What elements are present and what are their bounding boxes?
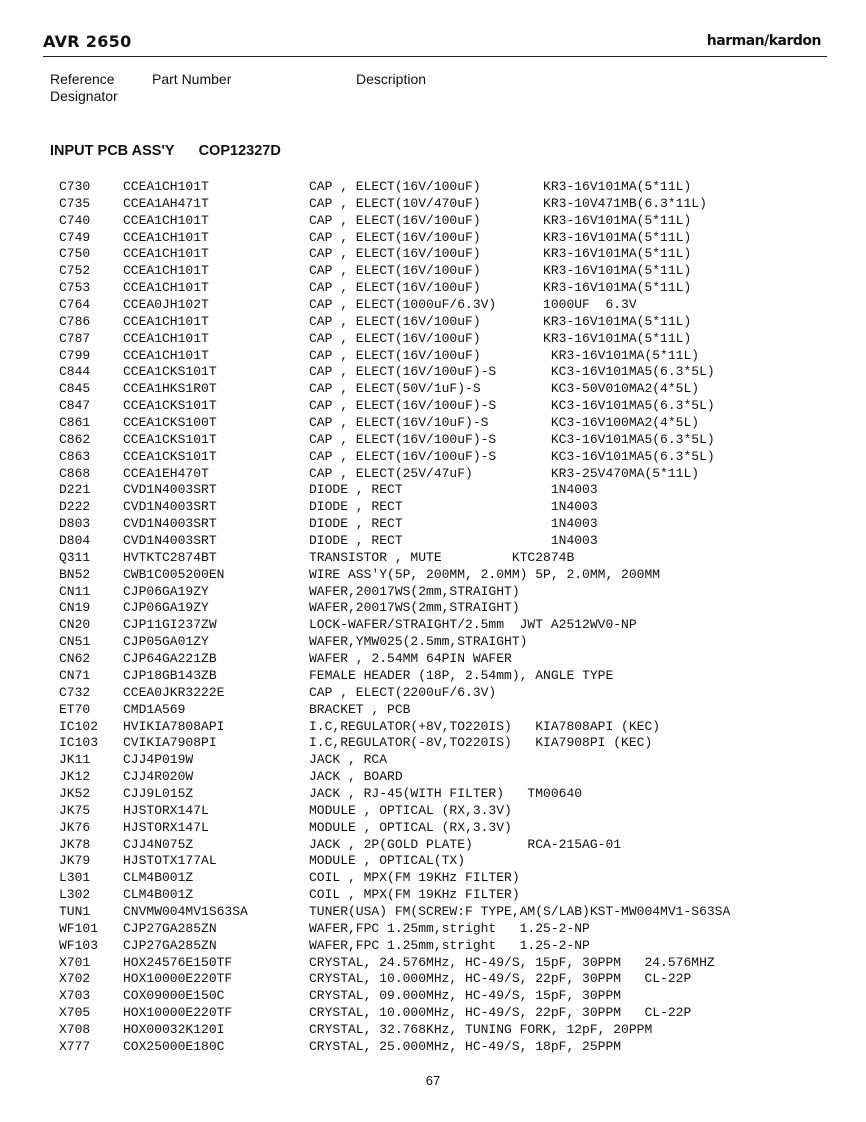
ref-designator: D803 [59,516,91,532]
description: CAP , ELECT(1000uF/6.3V) 1000UF 6.3V [309,297,637,313]
part-number: CVIKIA7908PI [123,735,217,751]
part-number: CLM4B001Z [123,887,194,903]
part-number: CCEA1AH471T [123,195,209,211]
part-number: CVD1N4003SRT [123,533,217,549]
ref-designator: CN51 [59,634,91,650]
part-number: CCEA1CH101T [123,313,209,329]
ref-designator: X777 [59,1038,91,1054]
description: CAP , ELECT(16V/100uF) KR3-16V101MA(5*11L) [309,313,692,329]
description: CAP , ELECT(2200uF/6.3V) [309,684,497,700]
table-row [0,364,866,381]
table-row [0,482,866,499]
ref-designator: Q311 [59,549,91,565]
table-row [0,853,866,870]
description: WAFER,20017WS(2mm,STRAIGHT) [309,583,520,599]
part-number: CCEA1HKS1R0T [123,381,217,397]
ref-designator: IC102 [59,718,99,734]
table-row [0,803,866,820]
ref-designator: JK78 [59,836,91,852]
description: CAP , ELECT(10V/470uF) KR3-10V471MB(6.3*11L) [309,195,707,211]
ref-designator: JK75 [59,802,91,818]
description: CAP , ELECT(16V/100uF) KR3-16V101MA(5*11L) [309,229,692,245]
section-title [50,143,281,159]
ref-designator: C750 [59,246,91,262]
table-row [0,179,866,196]
description: CAP , ELECT(16V/100uF) KR3-16V101MA(5*11L) [309,212,692,228]
part-number: CWB1C005200EN [123,566,225,582]
table-row [0,634,866,651]
part-number: CCEA0JH102T [123,297,209,313]
ref-designator: BN52 [59,566,91,582]
description: CRYSTAL, 32.768KHz, TUNING FORK, 12pF, 20PPM [309,1021,653,1037]
table-row [0,837,866,854]
description: CRYSTAL, 09.000MHz, HC-49/S, 15pF, 30PPM [309,988,622,1004]
table-row [0,685,866,702]
ref-designator: C844 [59,364,91,380]
part-number: CVD1N4003SRT [123,499,217,515]
table-row [0,516,866,533]
table-row [0,297,866,314]
description: CAP , ELECT(16V/100uF)-S KC3-16V101MA5(6.3*5L) [309,364,715,380]
description: CAP , ELECT(16V/100uF) KR3-16V101MA(5*11L) [309,330,692,346]
model-name: AVR 2650 [43,32,132,51]
table-row [0,752,866,769]
reference-designator-heading [50,71,118,105]
part-number: CCEA1EH470T [123,465,209,481]
table-row [0,246,866,263]
part-number: CNVMW004MV1S63SA [123,903,248,919]
part-number: CLM4B001Z [123,870,194,886]
part-number: CCEA1CH101T [123,246,209,262]
ref-designator: C868 [59,465,91,481]
ref-designator: C786 [59,313,91,329]
description: I.C,REGULATOR(+8V,TO220IS) KIA7808API (KEC) [309,718,661,734]
part-number: CCEA1CH101T [123,179,209,194]
table-row [0,398,866,415]
part-number: CJP06GA19ZY [123,583,209,599]
page-number: 67 [425,1073,441,1088]
page-header [43,30,827,57]
ref-designator: C799 [59,347,91,363]
ref-designator: WF103 [59,937,99,953]
table-row [0,196,866,213]
ref-designator: CN11 [59,583,91,599]
description: WAFER , 2.54MM 64PIN WAFER [309,651,512,667]
table-row [0,769,866,786]
part-number: CJP18GB143ZB [123,667,217,683]
part-number: HVIKIA7808API [123,718,225,734]
description: I.C,REGULATOR(-8V,TO220IS) KIA7908PI (KEC) [309,735,653,751]
ref-designator: CN71 [59,667,91,683]
ref-designator: JK11 [59,752,91,768]
ref-designator: C735 [59,195,91,211]
ref-designator: C845 [59,381,91,397]
table-row [0,1039,866,1056]
table-row [0,567,866,584]
part-number: CCEA1CKS101T [123,431,217,447]
table-row [0,668,866,685]
part-number: CCEA1CH101T [123,229,209,245]
description: DIODE , RECT 1N4003 [309,516,598,532]
table-row [0,314,866,331]
description: MODULE , OPTICAL(TX) [309,853,466,869]
brand-name: harman/kardon [706,33,821,49]
part-number: CJJ9L015Z [123,785,194,801]
part-number: CCEA0JKR3222E [123,684,225,700]
part-number: HOX10000E220TF [123,971,233,987]
ref-designator: C861 [59,415,91,431]
description: CAP , ELECT(16V/100uF)-S KC3-16V101MA5(6.3*5L) [309,431,715,447]
part-number: CJP06GA19ZY [123,600,209,616]
ref-designator: ET70 [59,701,91,717]
part-number: CJP27GA285ZN [123,920,217,936]
ref-designator: D221 [59,482,91,498]
table-row [0,870,866,887]
table-row [0,651,866,668]
part-number: COX09000E150C [123,988,225,1004]
part-number: CCEA1CH101T [123,280,209,296]
part-number: CJP05GA01ZY [123,634,209,650]
description: CAP , ELECT(16V/100uF)-S KC3-16V101MA5(6.3*5L) [309,398,715,414]
ref-designator: JK79 [59,853,91,869]
table-row [0,466,866,483]
part-number: CCEA1CH101T [123,330,209,346]
ref-designator: JK12 [59,769,91,785]
description: CAP , ELECT(25V/47uF) KR3-25V470MA(5*11L) [309,465,700,481]
description: WAFER,20017WS(2mm,STRAIGHT) [309,600,520,616]
ref-designator: X708 [59,1021,91,1037]
table-row [0,533,866,550]
part-number: CCEA1CH101T [123,347,209,363]
table-row [0,600,866,617]
description: FEMALE HEADER (18P, 2.54mm), ANGLE TYPE [309,667,614,683]
description: CAP , ELECT(16V/100uF) KR3-16V101MA(5*11L) [309,263,692,279]
description: CAP , ELECT(16V/100uF) KR3-16V101MA(5*11L) [309,246,692,262]
table-row [0,617,866,634]
description: BRACKET , PCB [309,701,411,717]
ref-designator: JK52 [59,785,91,801]
ref-designator: C740 [59,212,91,228]
part-number-heading: Part Number [152,71,232,87]
description: WAFER,FPC 1.25mm,stright 1.25-2-NP [309,937,590,953]
table-row [0,955,866,972]
part-number: CCEA1CKS101T [123,448,217,464]
table-row [0,432,866,449]
part-number: HOX24576E150TF [123,954,233,970]
part-number: HJSTORX147L [123,819,209,835]
table-row [0,499,866,516]
table-row [0,550,866,567]
description: CAP , ELECT(50V/1uF)-S KC3-50V010MA2(4*5L) [309,381,700,397]
description: TUNER(USA) FM(SCREW:F TYPE,AM(S/LAB)KST-MW004MV1-S63SA [309,903,731,919]
ref-designator: X701 [59,954,91,970]
table-row [0,904,866,921]
part-number: CCEA1CH101T [123,263,209,279]
ref-designator: C862 [59,431,91,447]
ref-designator: D804 [59,533,91,549]
description: JACK , RCA [309,752,388,768]
table-row [0,702,866,719]
ref-designator: WF101 [59,920,99,936]
part-number: CJP64GA221ZB [123,651,217,667]
ref-designator: C847 [59,398,91,414]
ref-designator: JK76 [59,819,91,835]
ref-designator: C749 [59,229,91,245]
description: CAP , ELECT(16V/100uF) KR3-16V101MA(5*11L) [309,280,692,296]
table-row [0,213,866,230]
part-number: CJJ4R020W [123,769,194,785]
description: DIODE , RECT 1N4003 [309,533,598,549]
part-number: CJJ4N075Z [123,836,194,852]
description: TRANSISTOR , MUTE KTC2874B [309,549,575,565]
table-row [0,280,866,297]
table-row [0,719,866,736]
description: LOCK-WAFER/STRAIGHT/2.5mm JWT A2512WV0-NP [309,617,637,633]
description: COIL , MPX(FM 19KHz FILTER) [309,870,520,886]
description: CAP , ELECT(16V/10uF)-S KC3-16V100MA2(4*5L) [309,415,700,431]
description: CRYSTAL, 25.000MHz, HC-49/S, 18pF, 25PPM [309,1038,622,1054]
table-row [0,1005,866,1022]
table-row [0,921,866,938]
part-number: CVD1N4003SRT [123,516,217,532]
ref-designator: CN20 [59,617,91,633]
table-row [0,449,866,466]
description: CAP , ELECT(16V/100uF)-S KC3-16V101MA5(6.3*5L) [309,448,715,464]
table-row [0,887,866,904]
description: JACK , 2P(GOLD PLATE) RCA-215AG-01 [309,836,622,852]
ref-designator: C752 [59,263,91,279]
section-code: COP12327D [198,143,281,159]
description: DIODE , RECT 1N4003 [309,499,598,515]
table-row [0,415,866,432]
table-row [0,820,866,837]
part-number: CJJ4P019W [123,752,194,768]
ref-designator: CN19 [59,600,91,616]
description: JACK , BOARD [309,769,403,785]
description: COIL , MPX(FM 19KHz FILTER) [309,887,520,903]
description: WIRE ASS'Y(5P, 200MM, 2.0MM) 5P, 2.0MM, 200MM [309,566,661,582]
description: CRYSTAL, 24.576MHz, HC-49/S, 15pF, 30PPM 24.576MHZ [309,954,715,970]
part-number: CVD1N4003SRT [123,482,217,498]
part-number: HJSTORX147L [123,802,209,818]
description: CAP , ELECT(16V/100uF) KR3-16V101MA(5*11L) [309,179,692,194]
part-number: CCEA1CKS100T [123,415,217,431]
description: CRYSTAL, 10.000MHz, HC-49/S, 22pF, 30PPM CL-22P [309,971,692,987]
part-number: CCEA1CH101T [123,212,209,228]
description-heading: Description [356,71,427,87]
ref-designator: D222 [59,499,91,515]
ref-designator: CN62 [59,651,91,667]
ref-designator: L301 [59,870,91,886]
table-row [0,938,866,955]
ref-heading-line2: Designator [50,88,118,104]
ref-designator: X702 [59,971,91,987]
ref-designator: L302 [59,887,91,903]
table-row [0,584,866,601]
ref-designator: X703 [59,988,91,1004]
table-row [0,1022,866,1039]
ref-designator: X705 [59,1005,91,1021]
ref-designator: C863 [59,448,91,464]
ref-designator: C753 [59,280,91,296]
description: CRYSTAL, 10.000MHz, HC-49/S, 22pF, 30PPM CL-22P [309,1005,692,1021]
part-number: HJSTOTX177AL [123,853,217,869]
table-row [0,381,866,398]
description: MODULE , OPTICAL (RX,3.3V) [309,802,512,818]
description: WAFER,YMW025(2.5mm,STRAIGHT) [309,634,528,650]
description: MODULE , OPTICAL (RX,3.3V) [309,819,512,835]
section-name: INPUT PCB ASS'Y [50,143,175,159]
part-number: CCEA1CKS101T [123,398,217,414]
description: DIODE , RECT 1N4003 [309,482,598,498]
table-row [0,988,866,1005]
part-number: CJP11GI237ZW [123,617,217,633]
part-number: HOX10000E220TF [123,1005,233,1021]
description: JACK , RJ-45(WITH FILTER) TM00640 [309,785,583,801]
part-number: HVTKTC2874BT [123,549,217,565]
part-number: HOX00032K120I [123,1021,225,1037]
ref-designator: C732 [59,684,91,700]
table-row [0,331,866,348]
ref-designator: C730 [59,179,91,194]
ref-designator: C787 [59,330,91,346]
table-row [0,971,866,988]
ref-heading-line1: Reference [50,71,115,87]
parts-list [0,179,866,1056]
description: WAFER,FPC 1.25mm,stright 1.25-2-NP [309,920,590,936]
table-row [0,348,866,365]
table-row [0,735,866,752]
table-row [0,786,866,803]
part-number: COX25000E180C [123,1038,225,1054]
description: CAP , ELECT(16V/100uF) KR3-16V101MA(5*11L) [309,347,700,363]
ref-designator: TUN1 [59,903,91,919]
part-number: CCEA1CKS101T [123,364,217,380]
table-row [0,230,866,247]
part-number: CMD1A569 [123,701,186,717]
part-number: CJP27GA285ZN [123,937,217,953]
ref-designator: IC103 [59,735,99,751]
ref-designator: C764 [59,297,91,313]
table-row [0,263,866,280]
